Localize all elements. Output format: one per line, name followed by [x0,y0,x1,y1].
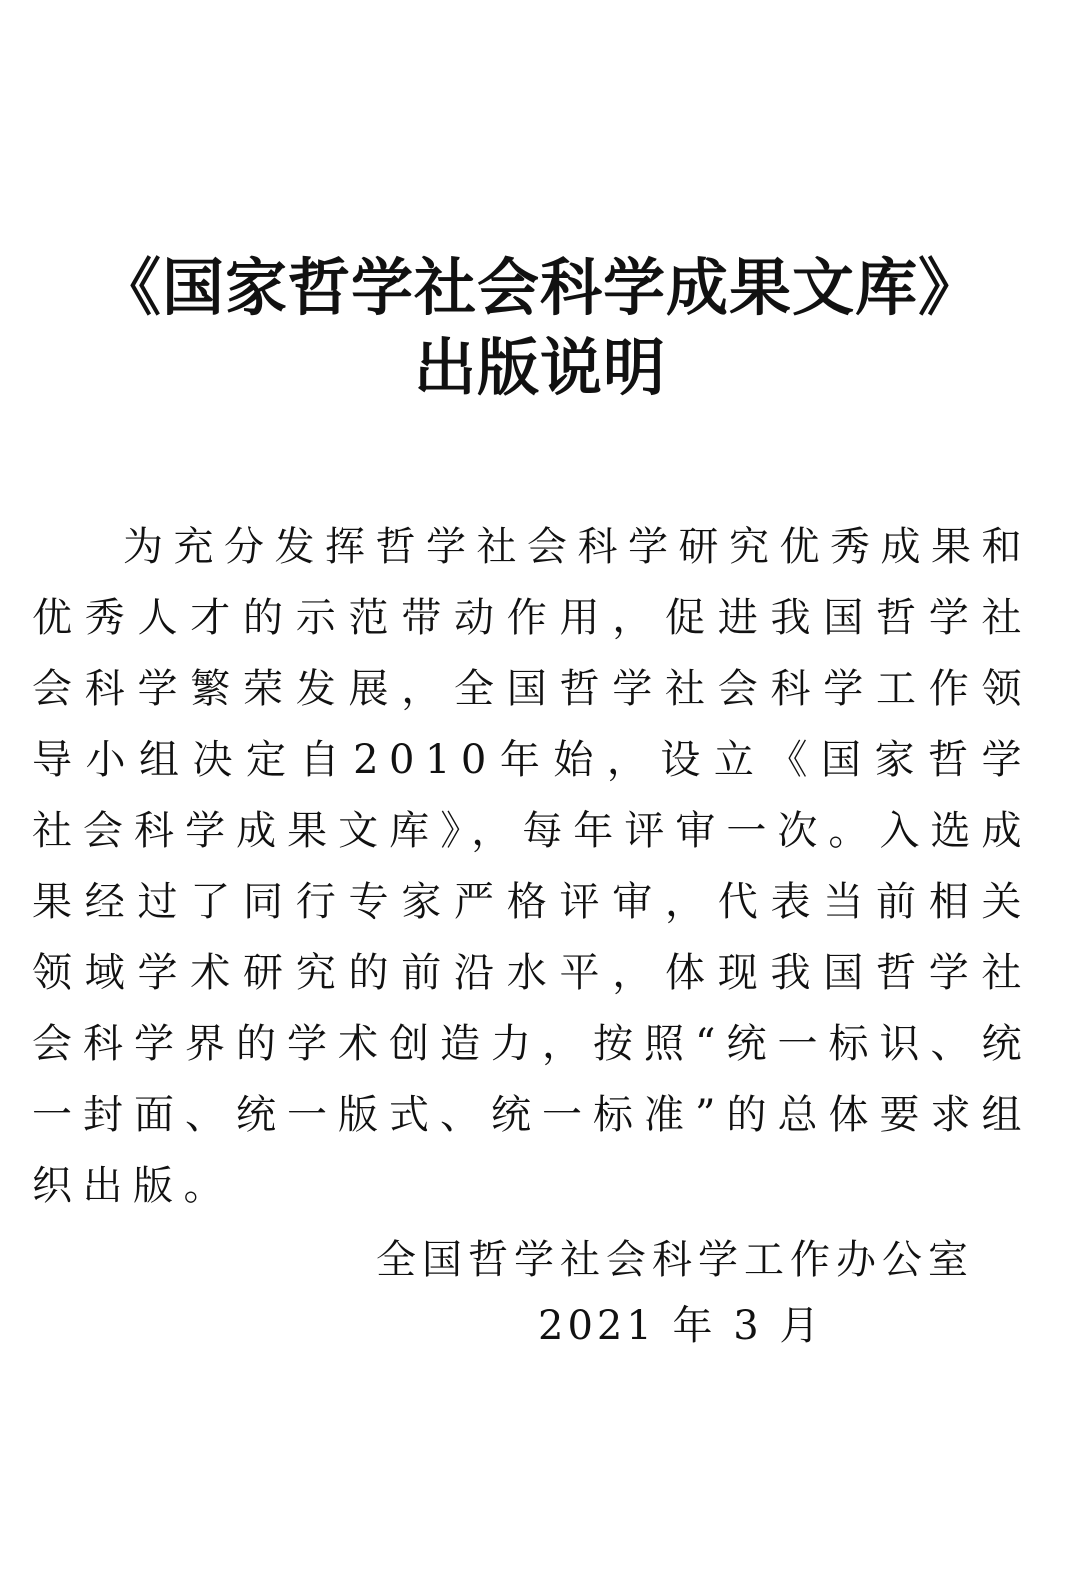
body-paragraph: 为充分发挥哲学社会科学研究优秀成果和优秀人才的示范带动作用，促进我国哲学社会科学繁荣发展，全国哲学社会科学工作领导小组决定自2010年始，设立《国家哲学社会科学成果文库》，每年评审一次。入选成果经过了同行专家严格评审，代表当前相关领域学术研究的前沿水平，体现我国哲学社会科学界的学术创造力，按照“统一标识、统一封面、统一版式、统一标准”的总体要求组织出版。 [32,524,1032,1209]
document-subtitle: 出版说明 [413,331,666,404]
document-title: 《国家哲学社会科学成果文库》 [98,251,981,324]
signature-date: 2021 年 3 月 [538,1303,824,1349]
signature-organization: 全国哲学社会科学工作办公室 [376,1237,974,1283]
